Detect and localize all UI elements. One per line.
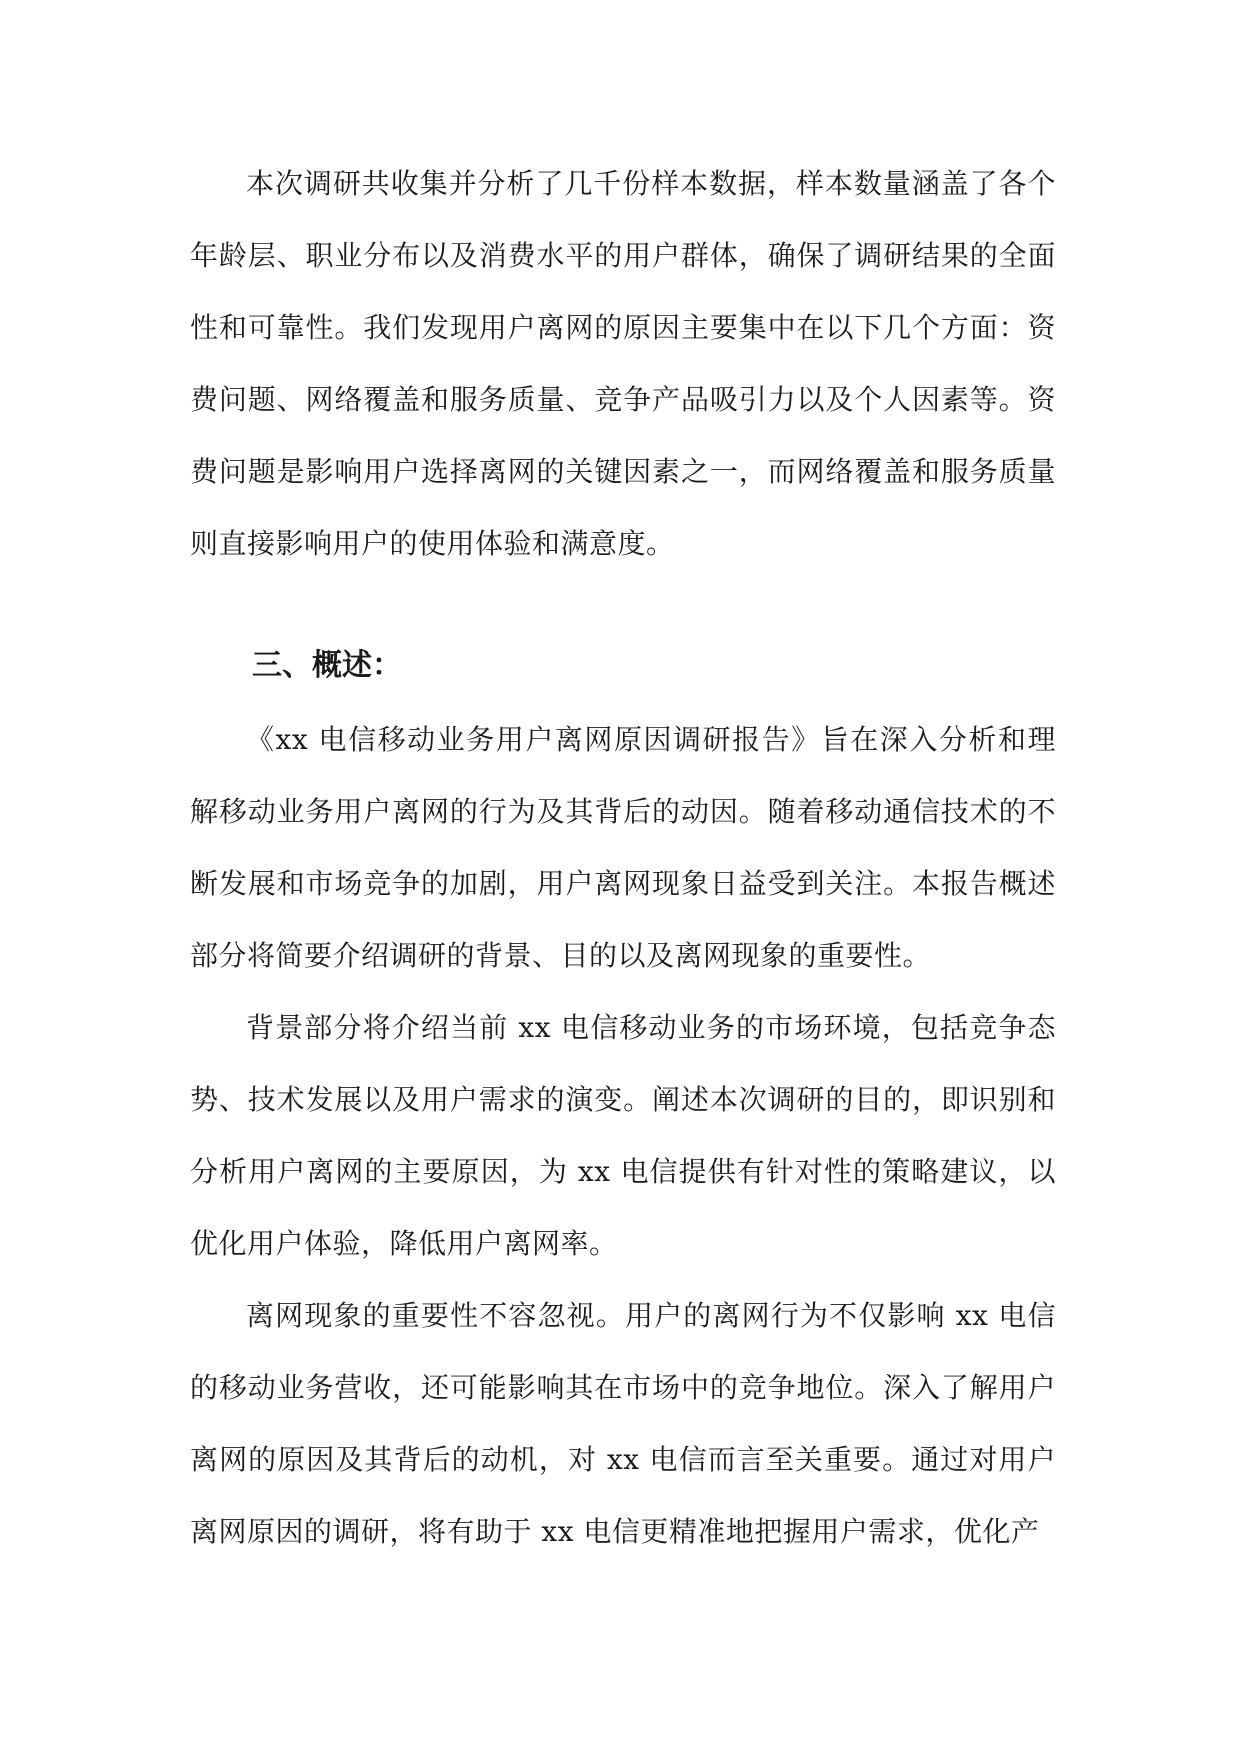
document-body bbox=[190, 148, 1056, 1568]
paragraph-survey-findings: 本次调研共收集并分析了几千份样本数据，样本数量涵盖了各个年龄层、职业分布以及消费水平的用户群体，确保了调研结果的全面性和可靠性。我们发现用户离网的原因主要集中在以下几个方面：资费问题、网络覆盖和服务质量、竞争产品吸引力以及个人因素等。资费问题是影响用户选择离网的关键因素之一，而网络覆盖和服务质量则直接影响用户的使用体验和满意度。 bbox=[190, 167, 1056, 560]
paragraph-importance: 离网现象的重要性不容忽视。用户的离网行为不仅影响 xx 电信的移动业务营收，还可能影响其在市场中的竞争地位。深入了解用户离网的原因及其背后的动机，对 xx 电信而言至关重要。通过对用户离网原因的调研，将有助于 xx 电信更精准地把握用户需求，优化产 bbox=[190, 1299, 1056, 1548]
paragraph-background: 背景部分将介绍当前 xx 电信移动业务的市场环境，包括竞争态势、技术发展以及用户需求的演变。阐述本次调研的目的，即识别和分析用户离网的主要原因，为 xx 电信提供有针对性的策略建议，以优化用户体验，降低用户离网率。 bbox=[190, 1011, 1056, 1260]
section-heading-overview: 三、概述： bbox=[252, 648, 402, 683]
paragraph-report-purpose: 《xx 电信移动业务用户离网原因调研报告》旨在深入分析和理解移动业务用户离网的行为及其背后的动因。随着移动通信技术的不断发展和市场竞争的加剧，用户离网现象日益受到关注。本报告概述部分将简要介绍调研的背景、目的以及离网现象的重要性。 bbox=[190, 723, 1056, 972]
